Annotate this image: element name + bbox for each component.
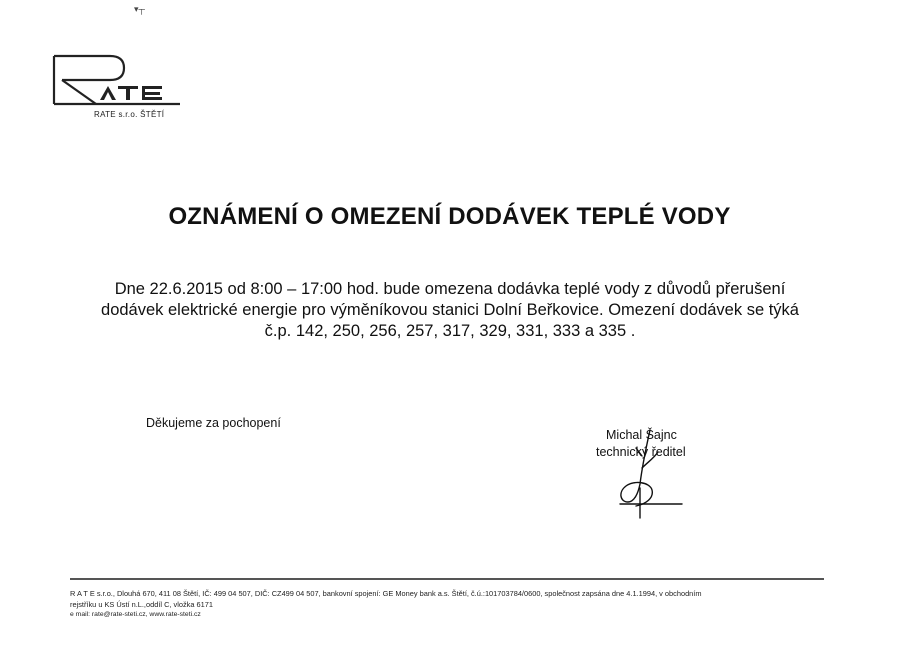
notice-title: OZNÁMENÍ O OMEZENÍ DODÁVEK TEPLÉ VODY [168,203,731,230]
notice-body-line: Dne 22.6.2015 od 8:00 – 17:00 hod. bude omezena dodávka teplé vody z důvodů přerušení [114,280,786,298]
notice-body [70,279,830,342]
rate-logo [52,54,182,114]
footer-divider [70,578,824,580]
thanks-text: Děkujeme za pochopení [146,416,281,430]
scan-mark-top: ▾┬ [134,4,145,14]
signatory-role: technický ředitel [596,445,686,459]
notice-body-line: č.p. 142, 250, 256, 257, 317, 329, 331, 333 a 335 . [264,322,636,340]
notice-body-line: dodávek elektrické energie pro výměníkovou stanici Dolní Beřkovice. Omezení dodávek se týká [101,301,799,319]
company-footer [70,589,840,621]
footer-line: R A T E s.r.o., Dlouhá 670, 411 08 Štětí, IČ: 499 04 507, DIČ: CZ499 04 507, bankovní spojení: GE Money bank a.s. Štětí, č.ú.:101703784/0600, společnost zapsána dne 4.1.1994, v obchodním [70,589,702,598]
signatory-name: Michal Šajnc [606,428,677,442]
handwritten-signature [606,428,686,520]
footer-line: rejstříku u KS Ústí n.L.,oddíl C, vložka 6171 [70,599,213,609]
logo-subtitle: RATE s.r.o. ŠTĚTÍ [94,110,165,119]
footer-contact: e mail: rate@rate-steti.cz, www.rate-steti.cz [70,611,201,618]
